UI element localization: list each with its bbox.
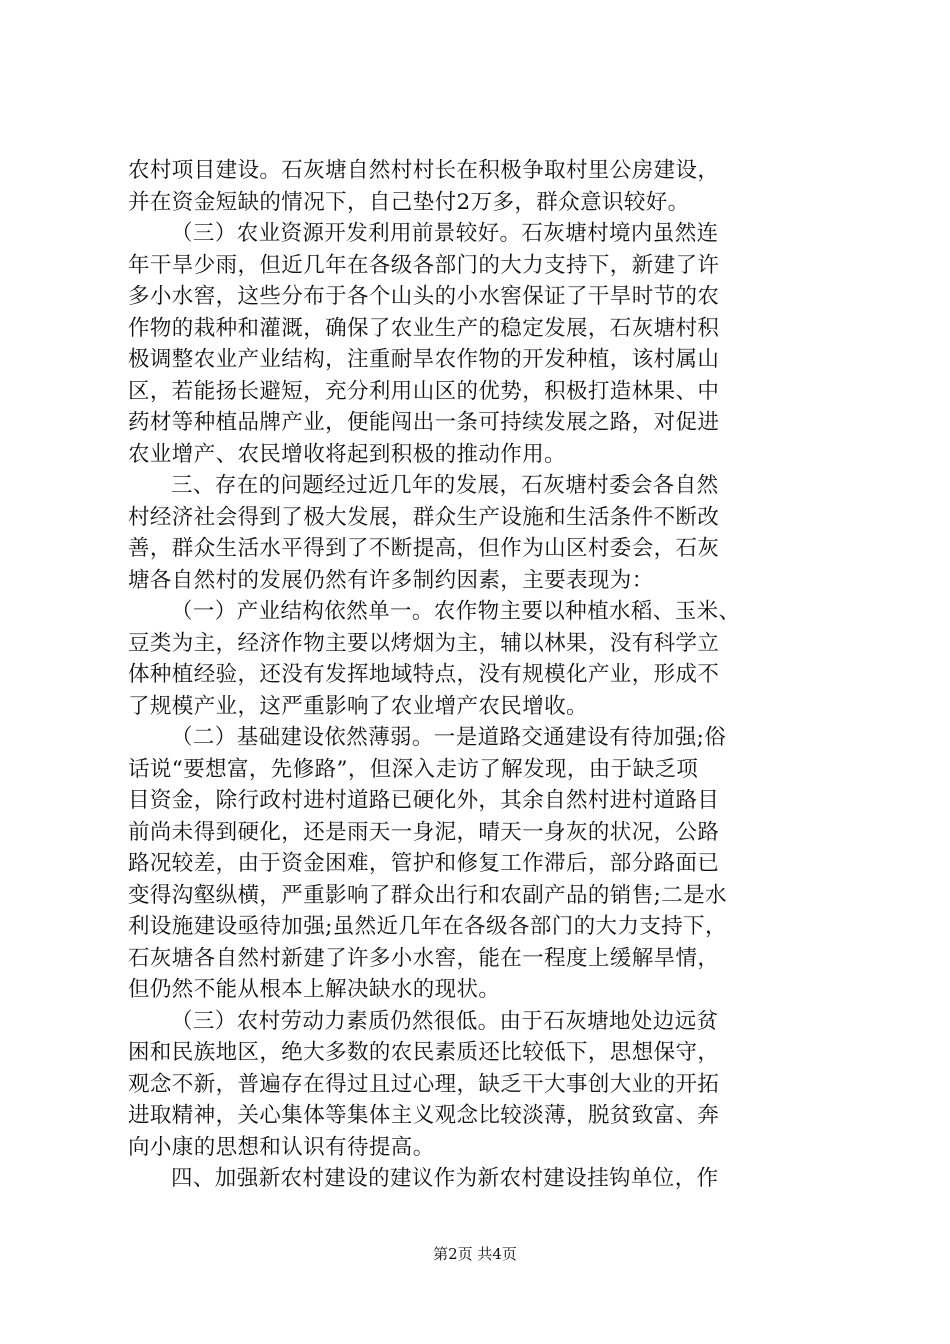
text-line: 作物的栽种和灌溉，确保了农业生产的稳定发展，石灰塘村积 bbox=[128, 315, 720, 341]
text-line: 路况较差，由于资金困难，管护和修复工作滞后，部分路面已 bbox=[128, 851, 720, 876]
text-line: 多小水窖，这些分布于各个山头的小水窖保证了干旱时节的农 bbox=[128, 284, 720, 309]
text-line: 并在资金短缺的情况下，自己垫付2万多，群众意识较好。 bbox=[128, 189, 690, 215]
text-line: 农村项目建设。石灰塘自然村村长在积极争取村里公房建设， bbox=[128, 158, 720, 183]
text-line: 药材等种植品牌产业，便能闯出一条可持续发展之路，对促进 bbox=[128, 410, 720, 435]
text-line: 目资金，除行政村进村道路已硬化外，其余自然村进村道路目 bbox=[128, 788, 720, 813]
text-line: 三、存在的问题经过近几年的发展，石灰塘村委会各自然 bbox=[171, 473, 719, 498]
text-line: （一）产业结构依然单一。农作物主要以种植水稻、玉米、 bbox=[171, 599, 741, 624]
text-line: 前尚未得到硬化，还是雨天一身泥，晴天一身灰的状况，公路 bbox=[128, 819, 720, 845]
text-line: 区，若能扬长避短，充分利用山区的优势，积极打造林果、中 bbox=[128, 378, 720, 404]
text-line: 四、加强新农村建设的建议作为新农村建设挂钩单位，作 bbox=[171, 1166, 719, 1191]
page-footer: 第2页 共4页 bbox=[433, 1245, 517, 1263]
text-line: 向小康的思想和认识有待提高。 bbox=[128, 1134, 435, 1160]
text-line: 塘各自然村的发展仍然有许多制约因素，主要表现为： bbox=[128, 567, 654, 593]
text-line: 村经济社会得到了极大发展，群众生产设施和生活条件不断改 bbox=[128, 504, 720, 530]
text-line: 困和民族地区，绝大多数的农民素质还比较低下，思想保守， bbox=[128, 1040, 720, 1065]
text-line: 极调整农业产业结构，注重耐旱农作物的开发种植，该村属山 bbox=[128, 347, 720, 372]
document-body bbox=[128, 155, 828, 1195]
text-line: 了规模产业，这严重影响了农业增产农民增收。 bbox=[128, 693, 588, 719]
text-line: 年干旱少雨，但近几年在各级各部门的大力支持下，新建了许 bbox=[128, 252, 720, 278]
text-line: 观念不新，普遍存在得过且过心理，缺乏干大事创大业的开拓 bbox=[128, 1071, 720, 1097]
text-line: 但仍然不能从根本上解决缺水的现状。 bbox=[128, 977, 501, 1002]
text-line: 体种植经验，还没有发挥地域特点，没有规模化产业，形成不 bbox=[128, 662, 720, 687]
text-line: 进取精神，关心集体等集体主义观念比较淡薄，脱贫致富、奔 bbox=[128, 1103, 720, 1128]
text-line: 石灰塘各自然村新建了许多小水窖，能在一程度上缓解旱情， bbox=[128, 945, 720, 971]
text-line: （三）农业资源开发利用前景较好。石灰塘村境内虽然连 bbox=[171, 221, 719, 246]
text-line: 变得沟壑纵横，严重影响了群众出行和农副产品的销售;二是水 bbox=[128, 882, 727, 908]
text-line: 善，群众生活水平得到了不断提高，但作为山区村委会，石灰 bbox=[128, 536, 720, 561]
text-line: （二）基础建设依然薄弱。一是道路交通建设有待加强;俗 bbox=[171, 725, 727, 750]
text-line: 利设施建设亟待加强;虽然近几年在各级各部门的大力支持下， bbox=[128, 914, 727, 939]
text-line: 话说“要想富，先修路”，但深入走访了解发现，由于缺乏项 bbox=[128, 756, 699, 782]
text-line: 农业增产、农民增收将起到积极的推动作用。 bbox=[128, 441, 567, 467]
text-line: （三）农村劳动力素质仍然很低。由于石灰塘地处边远贫 bbox=[171, 1008, 719, 1034]
text-line: 豆类为主，经济作物主要以烤烟为主，辅以林果，没有科学立 bbox=[128, 630, 720, 656]
